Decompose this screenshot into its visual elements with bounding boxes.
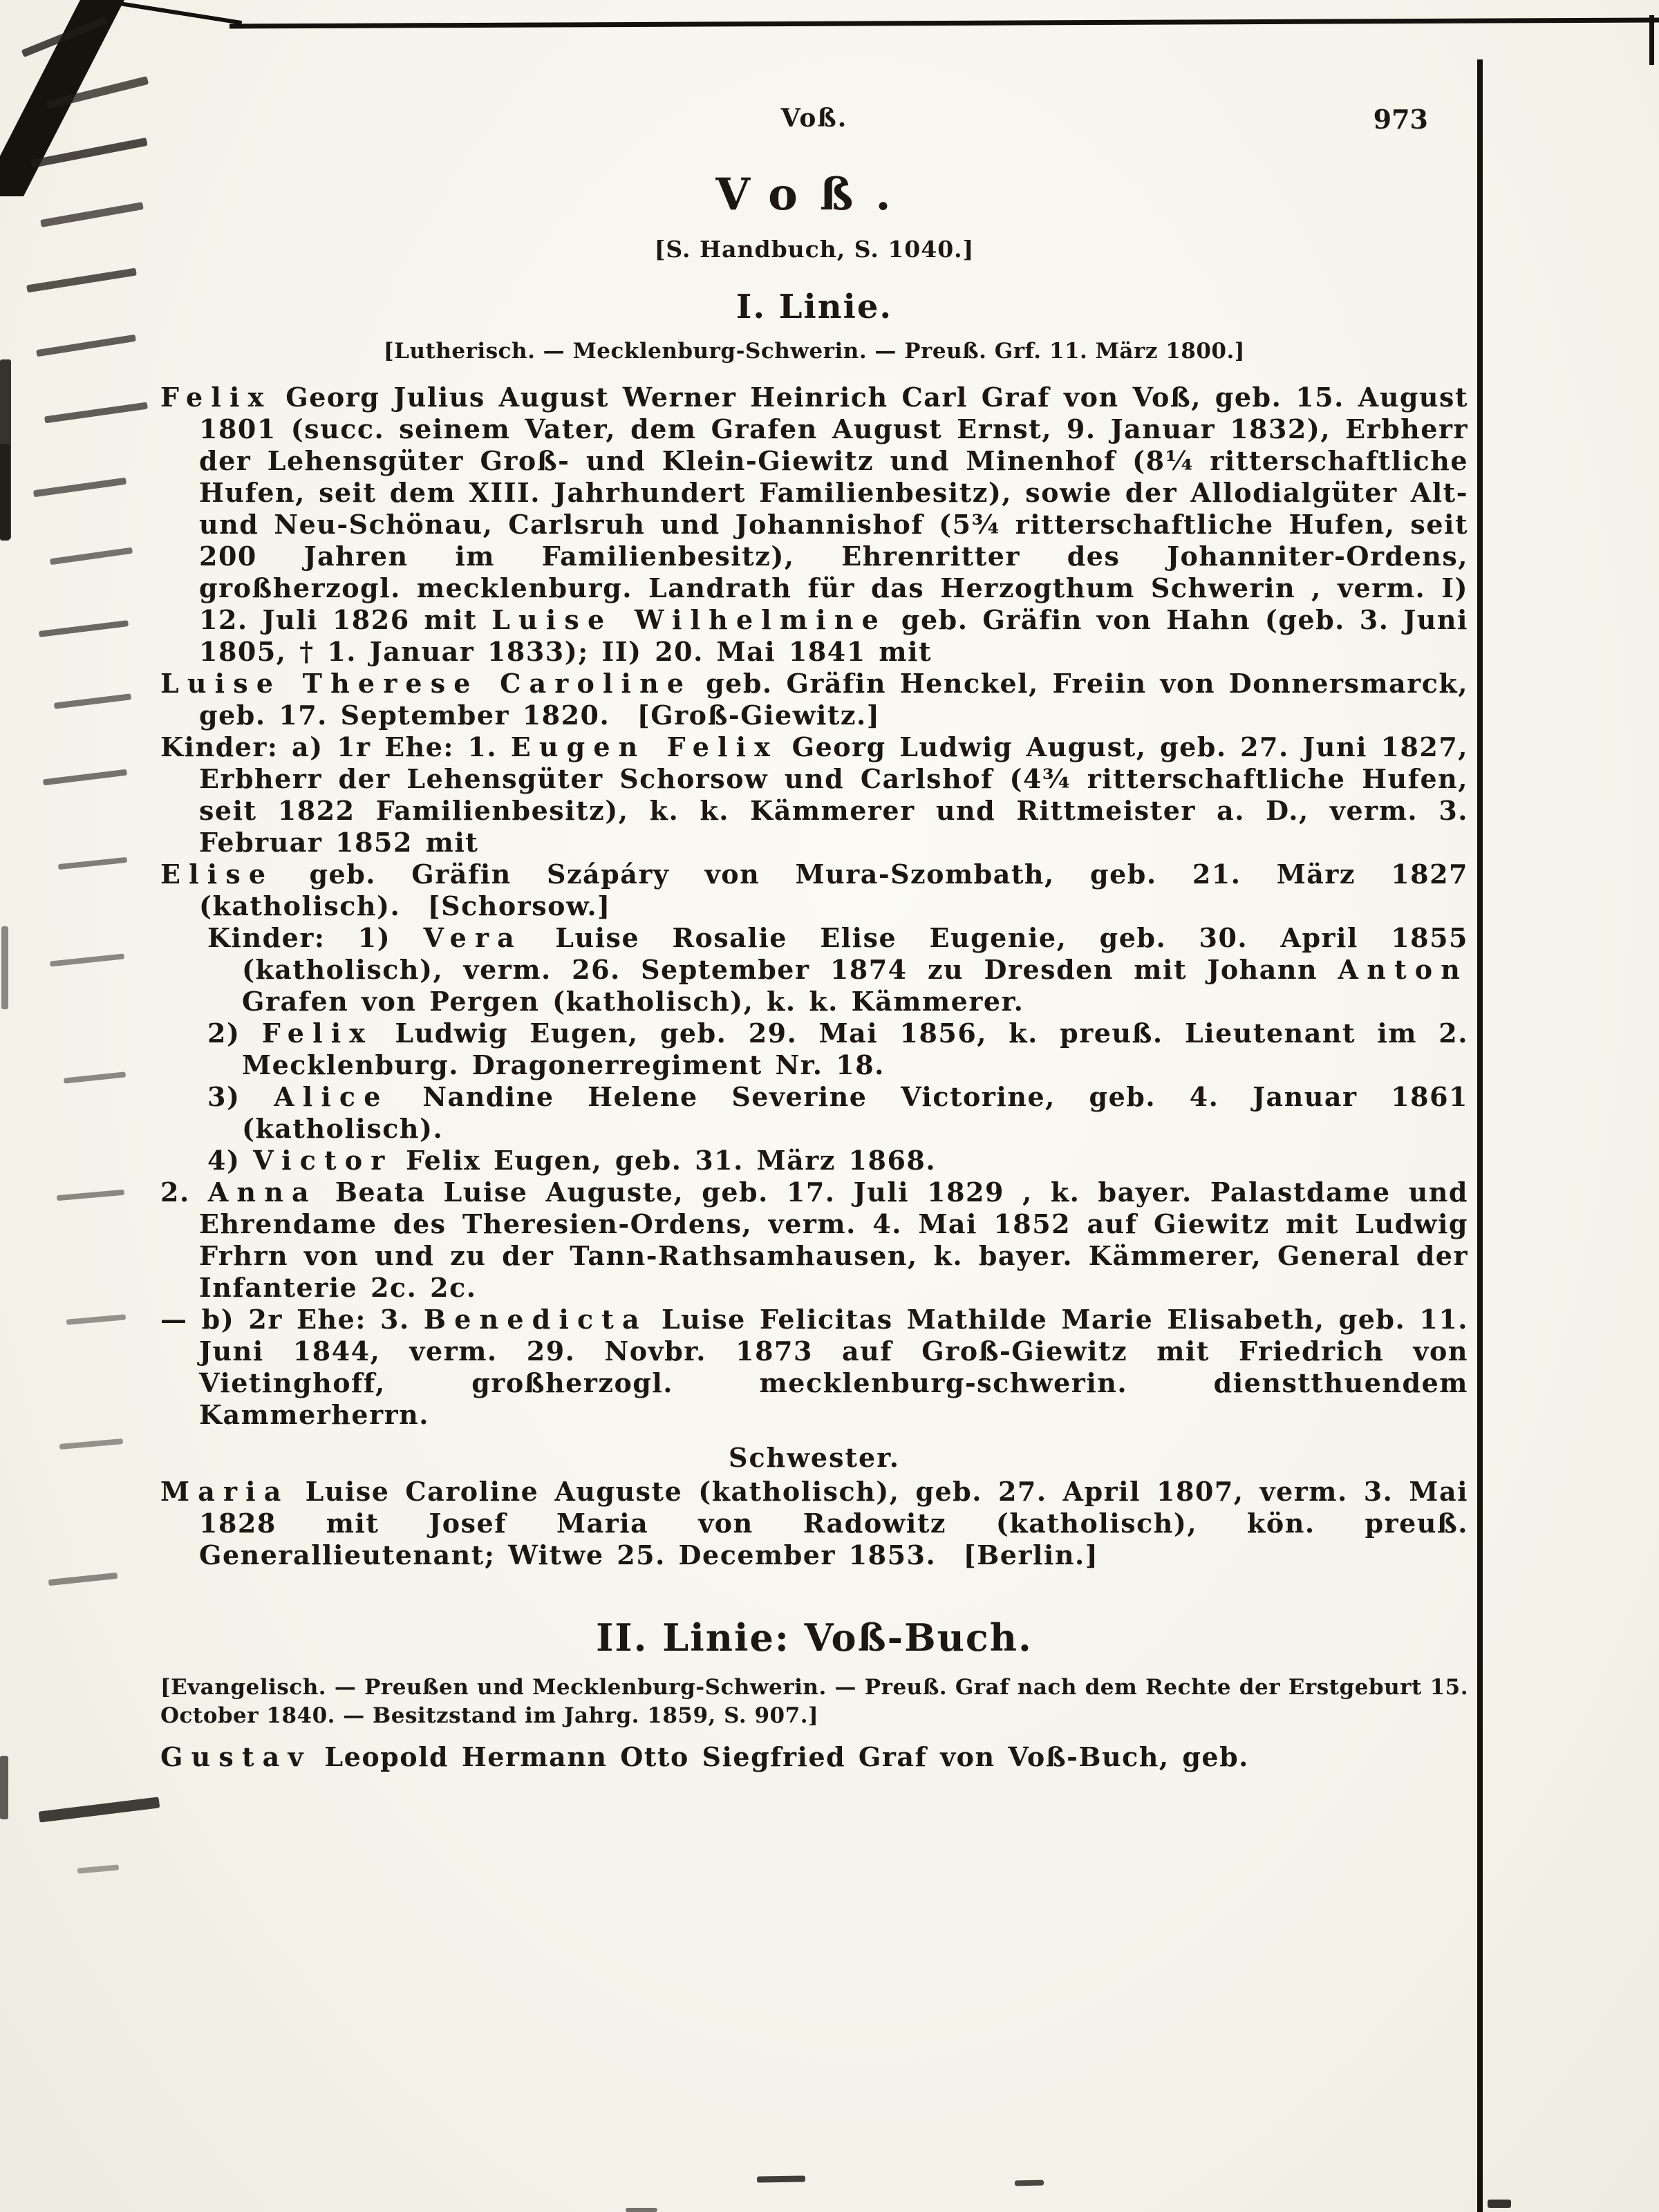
scan-smudge [43, 769, 127, 786]
text-run: Luise Caroline Auguste (katholisch), geb. 27. April 1807, verm. 3. Mai 1828 mit Josef Maria von Radowitz (katholisch), kön. preuß. Generallieutenant; Witwe 25. December 1853. [Berlin.] [199, 1476, 1468, 1571]
scan-smudge [1, 926, 8, 1009]
confession-note-2 [160, 1674, 1468, 1730]
entry-luise-therese [160, 668, 1468, 731]
person-name: Anna [207, 1177, 317, 1208]
person-name: Victor [253, 1145, 393, 1176]
scan-corner-tick [1649, 15, 1654, 65]
entry-felix-ludwig [160, 1018, 1468, 1081]
person-name: Gustav [160, 1741, 312, 1772]
handbook-reference: [S. Handbuch, S. 1040.] [654, 236, 975, 263]
scan-smudge [59, 1438, 123, 1450]
scan-smudge [39, 620, 129, 637]
text-run: — b) 2r Ehe: 3. [160, 1304, 424, 1335]
text-run: Georg Julius August Werner Heinrich Carl Graf von Voß, geb. 15. August 1801 (succ. seinem Vater, dem Grafen August Ernst, 9. Januar 1832), Erbherr der Lehensgüter Groß- und Klein-Giewitz und Minenhof (8¼ ritterschaftliche Hufen, seit dem XIII. Jahrhundert Familienbesitz), sowie der Allodialgüter Alt- und Neu-Schönau, Carlsruh und Johannishof (5¾ ritterschaftliche Hufen, seit 200 Jahren im Familienbesitz), Ehrenritter des Johanniter-Ordens, großherzogl. mecklenburg. Landrath für das Herzogthum Schwerin , verm. I) 12. Juli 1826 mit [199, 382, 1468, 635]
entry-benedicta [160, 1304, 1468, 1431]
text-run: Nandine Helene Severine Victorine, geb. 4. Januar 1861 (katholisch). [242, 1081, 1468, 1144]
scan-smudge [77, 1864, 119, 1873]
scan-top-rule [229, 17, 1659, 28]
heading-linie-2 [160, 1615, 1468, 1660]
entry-anna [160, 1177, 1468, 1304]
person-name: Luise Therese Caroline [160, 668, 693, 699]
text-run: 4) [207, 1145, 254, 1176]
entry-victor [160, 1145, 1468, 1177]
person-name: Vera [423, 922, 523, 953]
person-name: Felix [261, 1018, 374, 1049]
text-run: [Lutherisch. — Mecklenburg-Schwerin. — Preuß. Grf. 11. März 1800.] [384, 339, 1245, 364]
text-run: Schwester. [729, 1442, 900, 1473]
scan-smudge [1015, 2180, 1044, 2186]
scan-smudge [757, 2175, 805, 2182]
person-name: Anton [1338, 954, 1468, 985]
scan-top-rule-tail [102, 0, 242, 25]
person-name: Elise [160, 859, 274, 890]
entry-kinder-1e [160, 731, 1468, 859]
text-run: Beata Luise Auguste, geb. 17. Juli 1829 , k. bayer. Palastdame und Ehrendame des Theresien-Ordens, verm. 4. Mai 1852 auf Giewitz mit Ludwig Frhrn von und zu der Tann-Rathsamhausen, k. bayer. Kämmerer, General der Infanterie 2c. 2c. [199, 1177, 1468, 1303]
text-column [160, 104, 1468, 1773]
scan-smudge [50, 547, 133, 565]
scan-smudge [66, 1314, 126, 1324]
entry-alice [160, 1081, 1468, 1145]
scan-smudge [26, 268, 137, 293]
text-run: Leopold Hermann Otto Siegfried Graf von Voß-Buch, geb. [311, 1741, 1249, 1772]
entry-maria [160, 1476, 1468, 1571]
scan-smudge [58, 857, 127, 870]
text-run: Ludwig Eugen, geb. 29. Mai 1856, k. preuß. Lieutenant im 2. Mecklenburg. Dragonerregiment Nr. 18. [242, 1018, 1468, 1080]
text-run: 2) [207, 1018, 262, 1049]
scan-smudge [626, 2208, 657, 2212]
entry-gustav [160, 1741, 1468, 1773]
text-run: Felix Eugen, geb. 31. März 1868. [393, 1145, 937, 1176]
scan-smudge [40, 202, 144, 227]
heading-linie-1 [160, 288, 1468, 326]
text-run: 2. [160, 1177, 208, 1208]
scan-smudge [39, 1797, 160, 1822]
running-header: Voß. [780, 104, 848, 133]
text-run: Kinder: 1) [207, 922, 424, 953]
heading-schwester [160, 1442, 1468, 1473]
person-name: Benedicta [423, 1304, 648, 1335]
entry-vera [160, 922, 1468, 1018]
person-name: Felix [160, 382, 272, 413]
text-run: Grafen von Pergen (katholisch), k. k. Kämmerer. [242, 986, 1024, 1017]
text-run: [Evangelisch. — Preußen und Mecklenburg-Schwerin. — Preuß. Graf nach dem Rechte der Erstgeburt 15. October 1840. — Besitzstand im Jahrg. 1859, S. 907.] [160, 1675, 1468, 1728]
text-run: Kinder: a) 1r Ehe: 1. [160, 731, 511, 762]
text-run: Luise Felicitas Mathilde Marie Elisabeth, geb. 11. Juni 1844, verm. 29. Novbr. 1873 auf Groß-Giewitz mit Friedrich von Vietinghoff, großherzogl. mecklenburg-schwerin. dienstthuendem Kammerherrn. [199, 1304, 1468, 1430]
scan-smudge [33, 478, 126, 498]
person-name: Maria [160, 1476, 290, 1507]
text-run: Luise Rosalie Elise Eugenie, geb. 30. April 1855 (katholisch), verm. 26. September 1874 zu Dresden mit Johann [242, 922, 1468, 985]
page-number: 973 [1373, 104, 1428, 135]
content [160, 288, 1468, 1773]
scan-smudge [36, 335, 136, 357]
family-title: Voß. [715, 169, 913, 221]
page-header-row [160, 104, 1468, 141]
scan-smudge [0, 1756, 8, 1819]
text-run: geb. Gräfin Szápáry von Mura-Szombath, geb. 21. März 1827 (katholisch). [Schorsow.] [199, 859, 1468, 921]
text-run: geb. Gräfin von Hahn (geb. 3. Juni 1805, † 1. Januar 1833); II) 20. Mai 1841 mit [199, 604, 1468, 667]
person-name: Alice [274, 1081, 389, 1112]
confession-note-1 [160, 339, 1468, 364]
scan-smudge [48, 1573, 118, 1586]
scan-smudge [57, 1190, 124, 1201]
person-name: Eugen Felix [510, 731, 779, 762]
scan-smudge [50, 953, 124, 966]
scan-right-rule [1477, 59, 1483, 2212]
text-run: II. Linie: Voß-Buch. [596, 1615, 1033, 1660]
scan-smudge [64, 1071, 126, 1083]
scan-smudge [54, 693, 131, 709]
text-run: I. Linie. [735, 288, 893, 326]
scan-smudge [1488, 2200, 1511, 2208]
text-run: Georg Ludwig August, geb. 27. Juni 1827, Erbherr der Lehensgüter Schorsow und Carlshof (4¾ ritterschaftliche Hufen, seit 1822 Familienbesitz), k. k. Kämmerer und Rittmeister a. D., verm. 3. Februar 1852 mit [199, 731, 1468, 858]
person-name: Luise Wilhelmine [491, 604, 887, 635]
scan-smudge [0, 444, 10, 541]
text-run: 3) [207, 1081, 274, 1112]
text-run: geb. Gräfin Henckel, Freiin von Donnersmarck, geb. 17. September 1820. [Groß-Giewitz.] [199, 668, 1468, 731]
entry-felix [160, 382, 1468, 668]
entry-elise [160, 859, 1468, 922]
scan-smudge [44, 402, 148, 424]
